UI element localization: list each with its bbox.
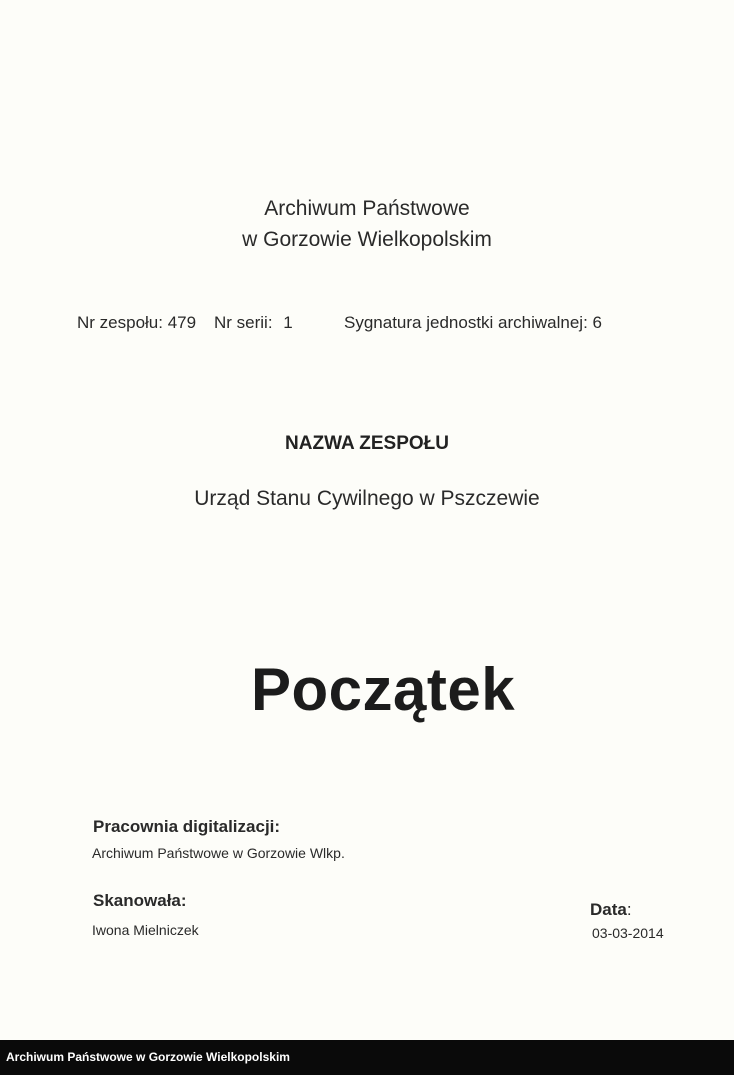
date-label-colon: : <box>626 900 632 919</box>
scanner-value: Iwona Mielniczek <box>92 922 199 938</box>
footer-bar <box>0 1040 734 1075</box>
fond-number-label: Nr zespołu: <box>77 313 163 332</box>
fond-heading: NAZWA ZESPOŁU <box>285 433 449 454</box>
footer-archive-name: Archiwum Państwowe w Gorzowie Wielkopolskim <box>6 1050 290 1064</box>
fond-number <box>77 313 196 333</box>
date-value: 03-03-2014 <box>592 925 664 941</box>
digitization-label: Pracownia digitalizacji: <box>93 817 281 836</box>
digitization-value: Archiwum Państwowe w Gorzowie Wlkp. <box>92 845 345 861</box>
unit-signature-value: 6 <box>592 313 603 332</box>
unit-signature-label: Sygnatura jednostki archiwalnej: <box>344 313 588 332</box>
archive-name-line2: w Gorzowie Wielkopolskim <box>242 228 492 251</box>
scanner-label: Skanowała: <box>93 891 187 910</box>
series-number-value: 1 <box>283 313 293 332</box>
series-number <box>214 313 293 333</box>
date-label-text: Data <box>590 900 627 919</box>
fond-number-value: 479 <box>167 313 197 332</box>
fond-name: Urząd Stanu Cywilnego w Pszczewie <box>194 487 540 510</box>
series-number-label: Nr serii: <box>214 313 273 332</box>
date-label <box>590 900 632 920</box>
unit-signature <box>344 313 602 333</box>
page-title: Początek <box>251 656 516 723</box>
archive-name-line1: Archiwum Państwowe <box>264 197 470 220</box>
